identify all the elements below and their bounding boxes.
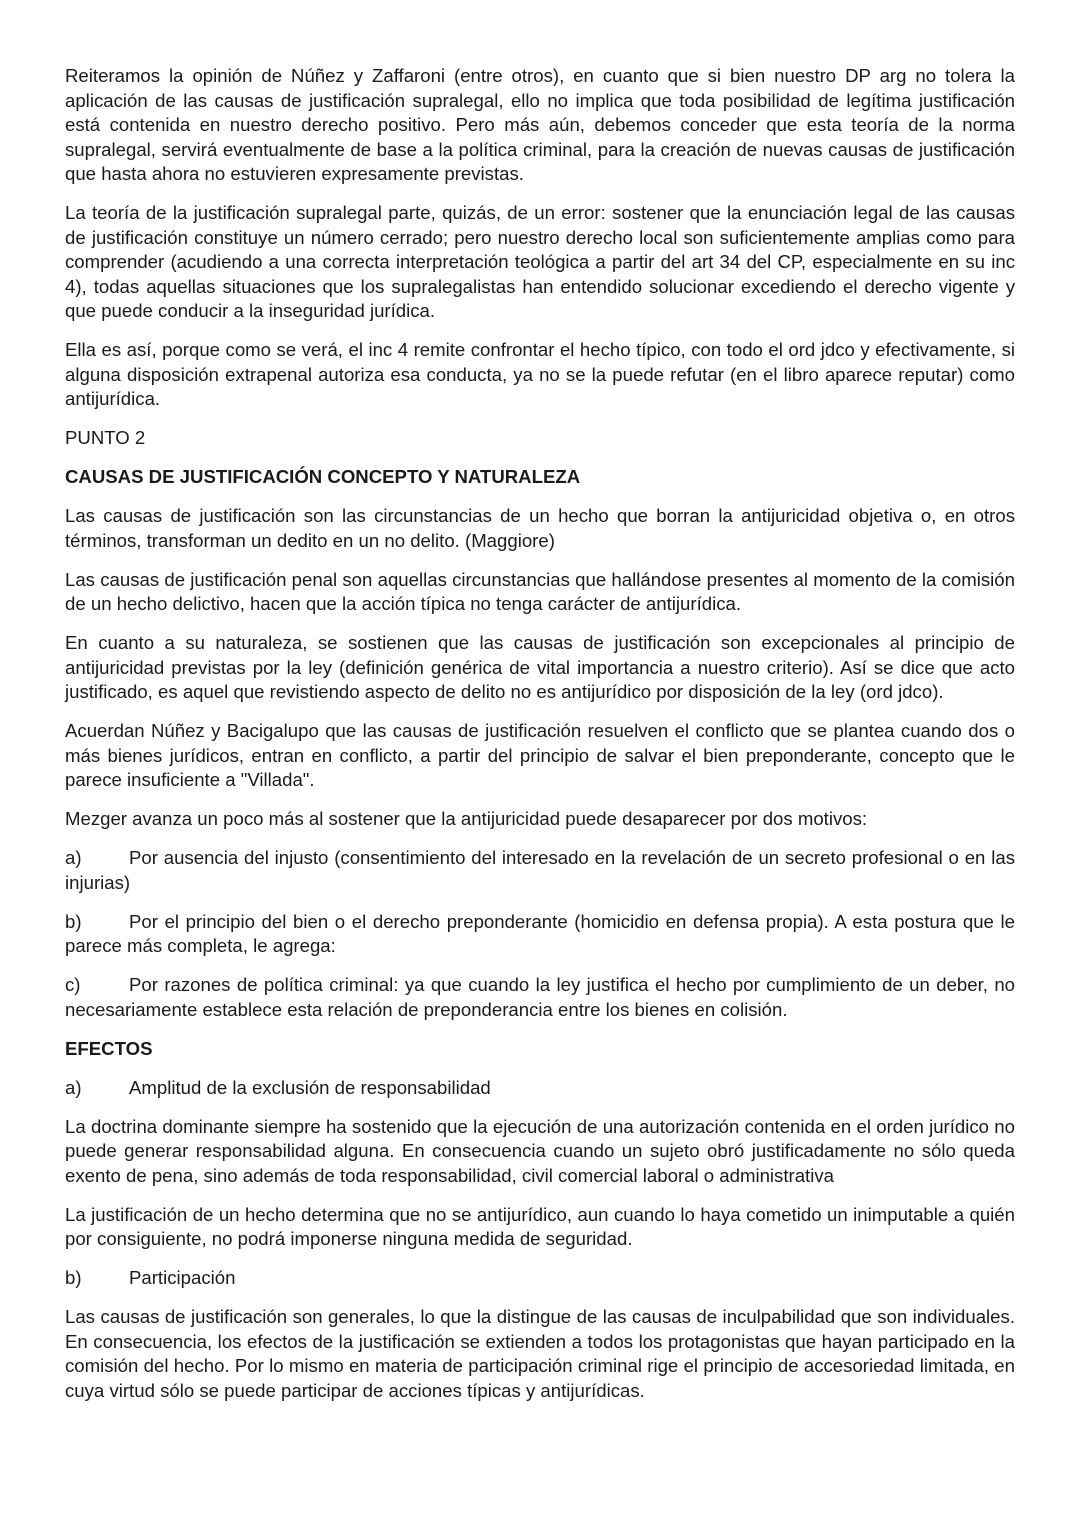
subsection-title — [65, 1266, 1015, 1291]
document-page — [65, 64, 1015, 1418]
list-marker: a) — [65, 1076, 82, 1098]
paragraph: Ella es así, porque como se verá, el inc 4 remite confrontar el hecho típico, con todo el ord jdco y efectivamente, si alguna disposición extrapenal autoriza esa conducta, ya no se la puede refutar (en el libro aparece reputar) como antijurídica. — [65, 339, 1015, 409]
paragraph: Mezger avanza un poco más al sostener que la antijuricidad puede desaparecer por dos motivos: — [65, 808, 868, 829]
list-item — [65, 846, 1015, 895]
paragraph: Acuerdan Núñez y Bacigalupo que las causas de justificación resuelven el conflicto que se plantea cuando dos o más bienes jurídicos, entran en conflicto, a partir del principio de salvar el bien preponderante, concepto que le parece insuficiente a "Villada". — [65, 720, 1015, 790]
subsection-text: Amplitud de la exclusión de responsabilidad — [129, 1076, 491, 1098]
section-heading: CAUSAS DE JUSTIFICACIÓN CONCEPTO Y NATURALEZA — [65, 466, 581, 487]
list-item-text: Por razones de política criminal: ya que cuando la ley justifica el hecho por cumplimiento de un deber, no necesariamente establece esta relación de preponderancia entre los bienes en colisión. — [65, 974, 1015, 1020]
list-marker: b) — [65, 1267, 82, 1288]
paragraph: La teoría de la justificación supralegal parte, quizás, de un error: sostener que la enunciación legal de las causas de justificación constituye un número cerrado; pero nuestro derecho local son suficientemente amplias como para comprender (acudiendo a una correcta interpretación teológica a partir del art 34 del CP, especialmente en su inc 4), todas aquellas situaciones que los supralegalistas han entendido solucionar excediendo el derecho vigente y que puede conducir a la inseguridad jurídica. — [65, 202, 1015, 321]
list-item-text: Por el principio del bien o el derecho preponderante (homicidio en defensa propia). A esta postura que le parece más completa, le agrega: — [65, 910, 1015, 956]
list-marker: a) — [65, 847, 82, 868]
paragraph: Las causas de justificación penal son aquellas circunstancias que hallándose presentes al momento de la comisión de un hecho delictivo, hacen que la acción típica no tenga carácter de antijurídica. — [65, 568, 1015, 614]
paragraph: La justificación de un hecho determina que no se antijurídico, aun cuando lo haya cometido un inimputable a quién por consiguiente, no podrá imponerse ninguna medida de seguridad. — [65, 1203, 1015, 1249]
paragraph: La doctrina dominante siempre ha sostenido que la ejecución de una autorización contenida en el orden jurídico no puede generar responsabilidad alguna. En consecuencia cuando un sujeto obró justificadamente no sólo queda exento de pena, sino además de toda responsabilidad, civil comercial laboral o administrativa — [65, 1115, 1015, 1186]
list-marker: b) — [65, 910, 82, 932]
section-label: PUNTO 2 — [65, 427, 146, 448]
subsection-title — [65, 1076, 1015, 1101]
paragraph: En cuanto a su naturaleza, se sostienen que las causas de justificación son excepcionales al principio de antijuricidad previstas por la ley (definición genérica de vital importancia a nuestro criterio). Así se dice que acto justificado, es aquel que revistiendo aspecto de delito no es antijurídico por disposición de la ley (ord jdco). — [65, 632, 1015, 702]
paragraph: Las causas de justificación son generales, lo que la distingue de las causas de inculpabilidad que son individuales. En consecuencia, los efectos de la justificación se extienden a todos los protagonistas que hayan participado en la comisión del hecho. Por lo mismo en materia de participación criminal rige el principio de accesoriedad limitada, en cuya virtud sólo se puede participar de acciones típicas y antijurídicas. — [65, 1306, 1015, 1401]
list-item-text: Por ausencia del injusto (consentimiento del interesado en la revelación de un secreto profesional o en las injurias) — [65, 847, 1015, 893]
subsection-text: Participación — [129, 1267, 236, 1288]
list-item — [65, 910, 1015, 959]
list-marker: c) — [65, 974, 81, 995]
list-item — [65, 973, 1015, 1022]
section-heading: EFECTOS — [65, 1037, 153, 1059]
paragraph: Reiteramos la opinión de Núñez y Zaffaroni (entre otros), en cuanto que si bien nuestro DP arg no tolera la aplicación de las causas de justificación supralegal, ello no implica que toda posibilidad de legítima justificación está contenida en nuestro derecho positivo. Pero más aún, debemos conceder que esta teoría de la norma supralegal, servirá eventualmente de base a la política criminal, para la creación de nuevas causas de justificación que hasta ahora no estuvieren expresamente previstas. — [65, 65, 1015, 184]
paragraph: Las causas de justificación son las circunstancias de un hecho que borran la antijuricidad objetiva o, en otros términos, transforman un dedito en un no delito. (Maggiore) — [65, 505, 1015, 551]
